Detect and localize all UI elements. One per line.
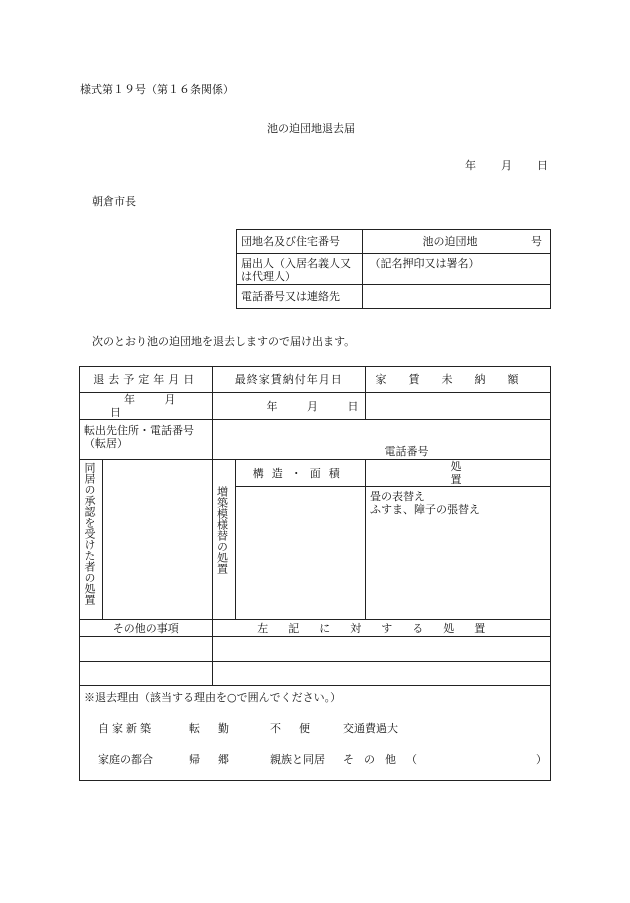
applicant-signature-note: （記名押印又は署名） xyxy=(369,257,480,270)
housing-number-unit: 号 xyxy=(531,235,542,248)
cohabitant-label: 同居の承認を受けた者の処置 xyxy=(83,462,96,605)
last-rent-date-field[interactable] xyxy=(212,393,365,420)
other-matters-row1[interactable] xyxy=(80,637,213,662)
main-table xyxy=(79,366,551,781)
moveout-year: 年 xyxy=(124,393,135,406)
reason-other[interactable]: その他（ xyxy=(343,753,427,766)
reason-inconvenient[interactable]: 不便 xyxy=(270,722,328,735)
cohabitant-label-cell xyxy=(80,460,103,620)
applicant-table xyxy=(236,229,551,309)
moveout-date-header: 退去予定年月日 xyxy=(80,367,213,393)
applicant-label-line2: は代理人） xyxy=(241,270,296,283)
housing-number-field[interactable] xyxy=(362,230,550,254)
contact-field[interactable] xyxy=(362,285,550,309)
disposition-item-fusuma: ふすま、障子の張替え xyxy=(370,503,481,516)
date-day: 日 xyxy=(537,159,548,172)
disposition-field[interactable] xyxy=(366,487,551,620)
reason-section xyxy=(80,686,551,781)
last-rent-month: 月 xyxy=(307,399,319,413)
date-month: 月 xyxy=(501,159,512,172)
housing-number-value: 池の迫団地 xyxy=(422,235,478,248)
disposition-left-row2[interactable] xyxy=(212,662,550,686)
addressee: 朝倉市長 xyxy=(92,195,136,208)
contact-label: 電話番号又は連絡先 xyxy=(237,285,363,309)
other-matters-row2[interactable] xyxy=(80,662,213,686)
housing-number-label: 団地名及び住宅番号 xyxy=(237,230,363,254)
reason-transport-cost[interactable]: 交通費過大 xyxy=(343,722,398,735)
other-matters-header: その他の事項 xyxy=(80,620,213,637)
reason-live-with-relatives[interactable]: 親族と同居 xyxy=(270,753,325,766)
reason-transfer[interactable]: 転勤 xyxy=(189,722,247,735)
moveout-date-field[interactable] xyxy=(80,393,213,420)
moveout-day: 日 xyxy=(110,406,121,419)
reason-homecoming[interactable]: 帰郷 xyxy=(189,753,247,766)
form-number: 様式第１９号（第１６条関係） xyxy=(80,83,234,96)
renovation-label: 増築模様替の処置 xyxy=(215,486,229,574)
forward-address-label-line2: （転居） xyxy=(84,437,128,450)
date-year: 年 xyxy=(465,159,476,172)
applicant-label xyxy=(237,254,363,285)
reason-self-built[interactable]: 自家新築 xyxy=(98,722,154,735)
applicant-field[interactable] xyxy=(362,254,550,285)
cohabitant-field[interactable] xyxy=(102,460,212,620)
structure-area-header: 構造・面積 xyxy=(235,460,366,487)
statement: 次のとおり池の迫団地を退去しますので届け出ます。 xyxy=(92,335,356,348)
disposition-left-header: 左記に対する処置 xyxy=(212,620,550,637)
forward-address-label-line1: 転出先住所・電話番号 xyxy=(84,424,194,437)
phone-label: 電話番号 xyxy=(384,445,429,458)
forward-address-label xyxy=(80,420,213,460)
forward-address-field[interactable] xyxy=(212,420,550,460)
last-rent-day: 日 xyxy=(347,399,359,413)
disposition-left-row1[interactable] xyxy=(212,637,550,662)
reason-title: ※退去理由（該当する理由を○で囲んでください。） xyxy=(84,691,342,704)
structure-area-field[interactable] xyxy=(235,487,366,620)
last-rent-year: 年 xyxy=(266,399,278,413)
moveout-month: 月 xyxy=(164,393,176,406)
applicant-label-line1: 届出人（入居名義人又 xyxy=(241,257,351,270)
unpaid-rent-header: 家賃未納額 xyxy=(366,367,551,393)
renovation-label-cell xyxy=(212,460,235,620)
unpaid-rent-field[interactable] xyxy=(366,393,551,420)
reason-family[interactable]: 家庭の都合 xyxy=(98,753,153,766)
disposition-item-tatami: 畳の表替え xyxy=(370,490,426,503)
last-rent-date-header: 最終家賃納付年月日 xyxy=(212,367,365,393)
reason-other-close: ） xyxy=(536,753,547,766)
page-title: 池の迫団地退去届 xyxy=(267,122,355,135)
disposition-header: 処置 xyxy=(366,460,551,487)
